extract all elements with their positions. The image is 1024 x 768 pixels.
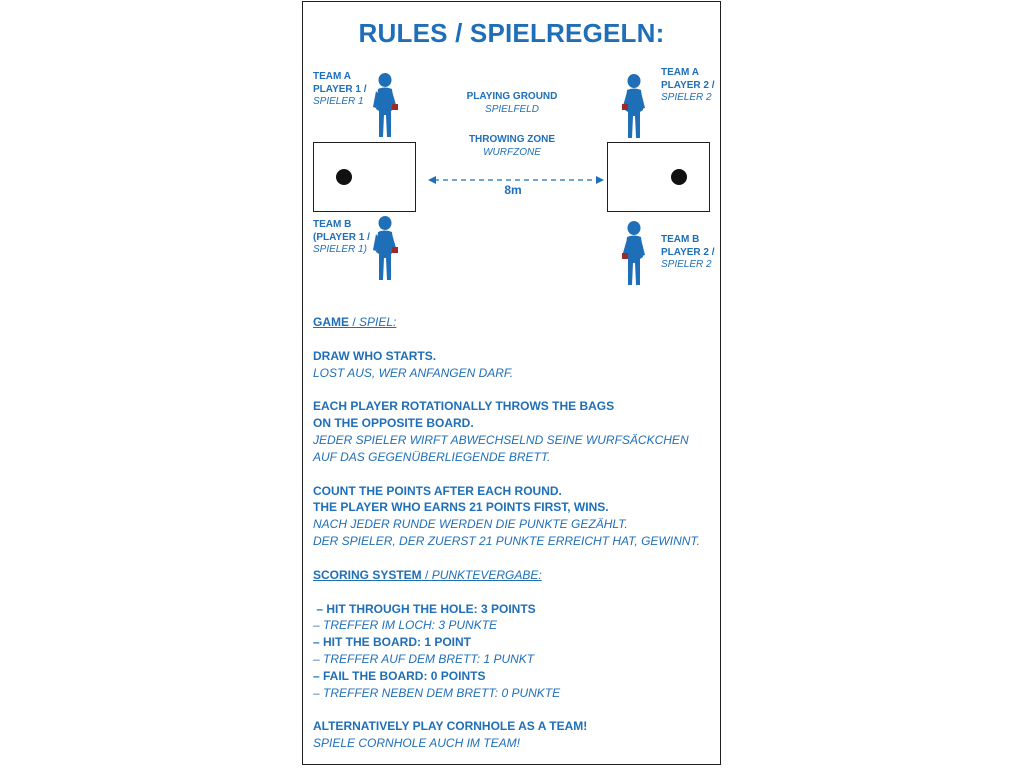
team-b-player-1-label (313, 219, 373, 257)
distance-label: 8m (504, 183, 522, 197)
child-silhouette-icon (619, 219, 649, 287)
playing-ground-label (432, 91, 592, 116)
player-label-de: SPIELER 1 (313, 96, 364, 107)
page-title: RULES / SPIELREGELN: (358, 18, 665, 48)
board-hole (671, 169, 687, 185)
rule-throw-de-2: AUF DAS GEGENÜBERLIEGENDE BRETT. (313, 449, 551, 464)
scoring-heading-en: SCORING SYSTEM (313, 567, 422, 582)
rule-draw-en: DRAW WHO STARTS. (313, 348, 437, 363)
playing-ground-de: SPIELFELD (485, 103, 539, 115)
throwing-zone-de: WURFZONE (483, 146, 541, 158)
score-item-en: – HIT THROUGH THE HOLE: 3 POINTS (313, 601, 536, 616)
board-hole (336, 169, 352, 185)
rule-count-de-2: DER SPIELER, DER ZUERST 21 PUNKTE ERREICHT HAT, GEWINNT. (313, 533, 700, 548)
team-label: TEAM B (661, 234, 700, 245)
score-item-en: – HIT THE BOARD: 1 POINT (313, 635, 472, 650)
rule-count-en-2: THE PLAYER WHO EARNS 21 POINTS FIRST, WINS. (313, 500, 609, 515)
player-label-de: SPIELER 1) (313, 244, 367, 255)
game-heading (313, 314, 713, 331)
player-label-en: PLAYER 2 / (661, 246, 715, 258)
game-heading-en: GAME (313, 315, 349, 329)
team-a-player-1-label (313, 71, 373, 109)
scoring-heading-de: PUNKTEVERGABE: (431, 567, 542, 582)
child-silhouette-icon (371, 71, 401, 139)
score-item-de: – TREFFER NEBEN DEM BRETT: 0 PUNKTE (313, 685, 561, 700)
cornhole-board-left (313, 142, 416, 212)
player-label-en: (PLAYER 1 / (313, 231, 370, 243)
throwing-zone-label (432, 134, 592, 159)
child-silhouette-icon (619, 72, 649, 140)
rules-text (313, 314, 713, 752)
team-b-player-2-label (661, 234, 721, 272)
rule-throw-en-1: EACH PLAYER ROTATIONALLY THROWS THE BAGS (313, 399, 615, 414)
score-item-de: – TREFFER AUF DEM BRETT: 1 PUNKT (313, 651, 535, 666)
scoring-heading (313, 567, 713, 584)
player-label-de: SPIELER 2 (661, 259, 712, 270)
score-item-en: – FAIL THE BOARD: 0 POINTS (313, 668, 486, 683)
player-label-de: SPIELER 2 (661, 92, 712, 103)
score-item-de: – TREFFER IM LOCH: 3 PUNKTE (313, 618, 498, 633)
team-label: TEAM B (313, 219, 352, 230)
cornhole-board-right (607, 142, 710, 212)
player-label-en: PLAYER 2 / (661, 79, 715, 91)
playing-ground-en: PLAYING GROUND (466, 91, 558, 102)
child-silhouette-icon (371, 214, 401, 282)
rule-count-de-1: NACH JEDER RUNDE WERDEN DIE PUNKTE GEZÄHLT. (313, 517, 628, 532)
rule-count-en-1: COUNT THE POINTS AFTER EACH ROUND. (313, 483, 562, 498)
rule-throw-en-2: ON THE OPPOSITE BOARD. (313, 416, 474, 431)
rules-sign (302, 1, 721, 765)
team-label: TEAM A (661, 67, 699, 78)
throwing-zone-en: THROWING ZONE (468, 134, 556, 145)
team-play-en: ALTERNATIVELY PLAY CORNHOLE AS A TEAM! (313, 719, 588, 734)
team-label: TEAM A (313, 71, 351, 82)
heading-separator: / (421, 567, 432, 582)
team-a-player-2-label (661, 67, 721, 105)
rule-throw-de-1: JEDER SPIELER WIRFT ABWECHSELND SEINE WURFSÄCKCHEN (313, 432, 689, 447)
game-heading-de: SPIEL: (359, 315, 397, 329)
heading-separator: / (349, 315, 360, 329)
rule-draw-de: LOST AUS, WER ANFANGEN DARF. (313, 365, 514, 380)
player-label-en: PLAYER 1 / (313, 83, 367, 95)
team-play-de: SPIELE CORNHOLE AUCH IM TEAM! (313, 736, 520, 751)
